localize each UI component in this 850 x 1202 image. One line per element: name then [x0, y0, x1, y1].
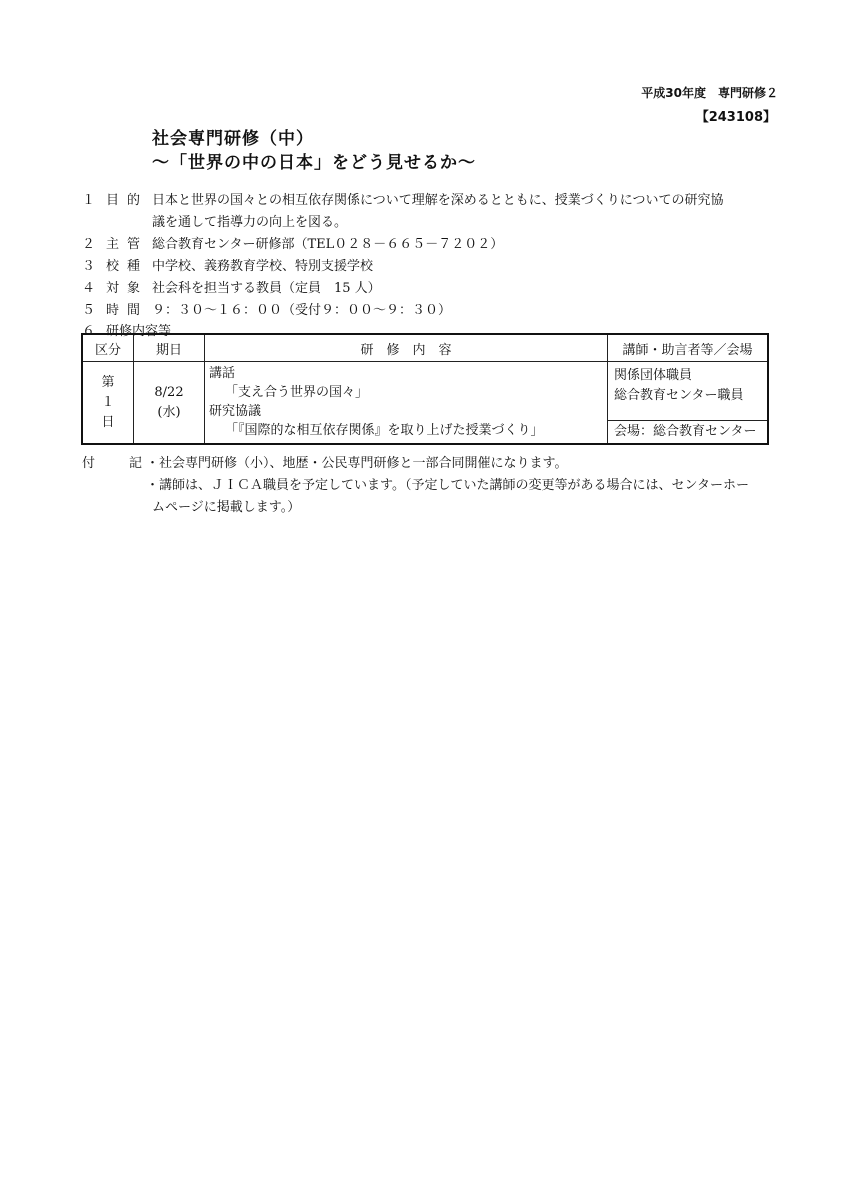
- venue-cell: 会場：総合教育センター: [608, 421, 769, 445]
- header-koushi: 講師・助言者等／会場: [608, 334, 769, 362]
- content-line: 「『国際的な相互依存関係』を取り上げた授業づくり」: [225, 423, 544, 438]
- item-number: ５: [82, 303, 96, 318]
- header-year-label: 平成30年度 専門研修２: [641, 86, 778, 100]
- item-text: ９：３０～１６：００（受付９：００～９：３０）: [152, 303, 452, 318]
- item-label: 研修内容等: [106, 324, 172, 339]
- item-text: 中学校、義務教育学校、特別支援学校: [152, 259, 374, 274]
- table-row: [82, 362, 768, 421]
- day-char: 第: [101, 374, 115, 390]
- page-subtitle: ～「世界の中の日本」をどう見せるか～: [152, 153, 476, 173]
- note-text: ・社会専門研修（小）、地歴・公民専門研修と一部合同開催になります。: [146, 456, 568, 471]
- item-label: 主 管: [106, 237, 140, 252]
- day-cell: [82, 362, 134, 445]
- notes-label-spacer: [82, 475, 142, 497]
- info-item-purpose: [82, 190, 772, 212]
- lecturer-line: 関係団体職員: [614, 368, 693, 383]
- item-label: 時 間: [106, 303, 140, 318]
- content-cell: [205, 362, 608, 445]
- item-text: 日本と世界の国々との相互依存関係について理解を深めるとともに、授業づくりについての研究協: [152, 193, 724, 208]
- item-label: 対 象: [106, 281, 140, 296]
- item-number: ４: [82, 281, 96, 296]
- content-line: 研究協議: [209, 404, 262, 419]
- item-label: 校 種: [106, 259, 140, 274]
- item-number: ３: [82, 259, 96, 274]
- header-kubun: 区分: [82, 334, 134, 362]
- note-item: [82, 475, 782, 497]
- table-header-row: [82, 334, 768, 362]
- notes-section: [82, 453, 782, 519]
- content-line: 「支え合う世界の国々」: [225, 385, 369, 400]
- note-item: [82, 453, 782, 475]
- item-text: 社会科を担当する教員（定員 15 人）: [152, 281, 381, 296]
- item-text-continued: 議を通して指導力の向上を図る。: [152, 215, 348, 230]
- content-line: 講話: [209, 366, 236, 381]
- info-item-time: [82, 300, 772, 322]
- page-title: 社会専門研修（中）: [152, 129, 314, 149]
- item-number: ２: [82, 237, 96, 252]
- date-cell: [134, 362, 205, 445]
- info-item-organizer: [82, 234, 772, 256]
- info-item-school-type: [82, 256, 772, 278]
- header-code: 【243108】: [695, 110, 776, 125]
- date-text: 8/22: [154, 384, 184, 400]
- header-kenshu: 研 修 内 容: [205, 334, 608, 362]
- day-char: 日: [101, 414, 115, 430]
- note-text-continued: ムページに掲載します。）: [152, 500, 301, 515]
- weekday-text: (水): [157, 404, 181, 420]
- lecturer-line: 総合教育センター職員: [614, 388, 744, 403]
- item-label: 目 的: [106, 193, 140, 208]
- header-kijitsu: 期日: [134, 334, 205, 362]
- info-list: [82, 190, 772, 342]
- note-text: ・講師は、ＪＩＣＡ職員を予定しています。（予定していた講師の変更等がある場合には、センターホー: [146, 478, 749, 493]
- notes-label: 付 記: [82, 456, 142, 471]
- item-number: １: [82, 193, 96, 208]
- lecturer-cell: [608, 362, 769, 421]
- info-item-target: [82, 278, 772, 300]
- schedule-table: [81, 333, 769, 445]
- item-text: 総合教育センター研修部（TEL０２８－６６５－７２０２）: [152, 237, 504, 252]
- item-number: ６: [82, 324, 96, 339]
- day-char: １: [101, 394, 115, 410]
